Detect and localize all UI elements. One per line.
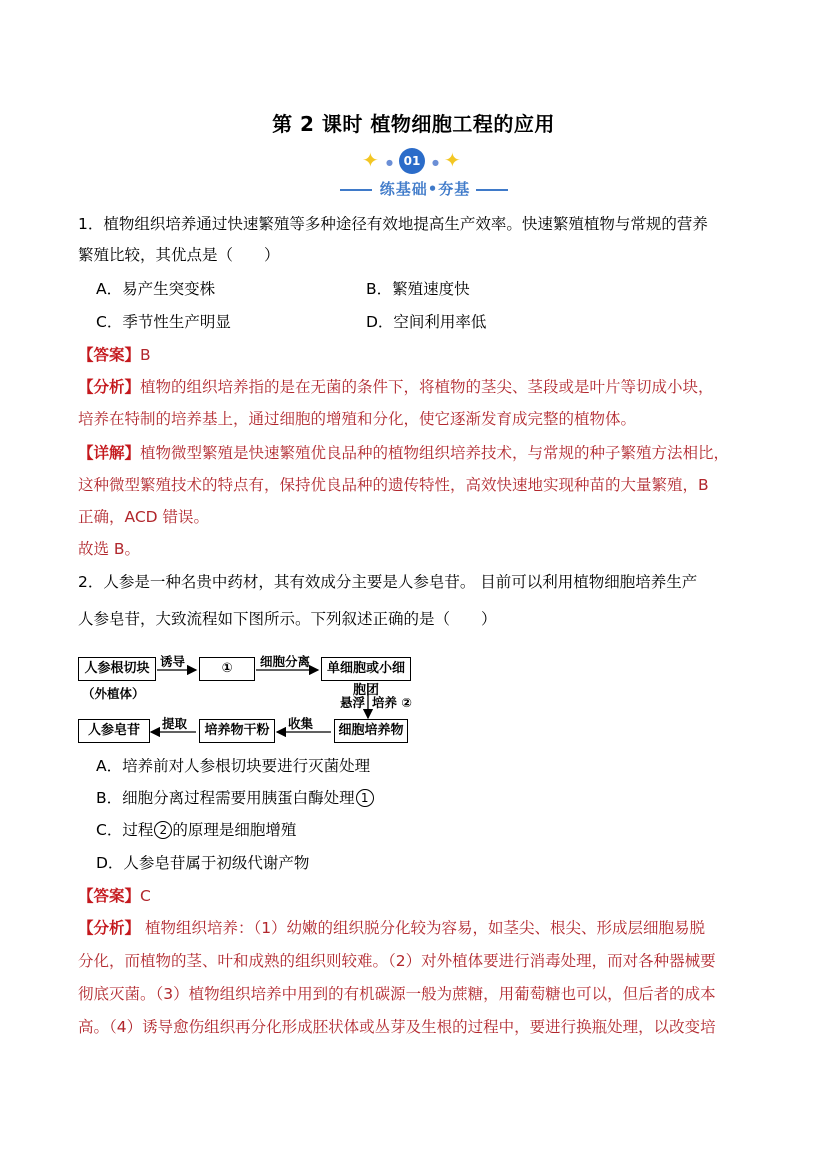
q1-stem-line: 繁殖比较，其优点是（ ） — [78, 246, 280, 264]
box-cells: 单细胞或小细胞团 — [321, 657, 411, 681]
circled-number: 2 — [154, 821, 172, 839]
option-b-text: B．细胞分离过程需要用胰蛋白酶处理 — [96, 789, 355, 807]
q2-analysis-line: 高。（4）诱导愈伤组织再分化形成胚状体或丛芽及生根的过程中，要进行换瓶处理，以改变培 — [78, 1018, 716, 1036]
q1-stem-line: 1．植物组织培养通过快速繁殖等多种途径有效地提高生产效率。快速繁殖植物与常规的营养 — [78, 215, 708, 233]
q1-detail — [78, 442, 729, 464]
box-root: 人参根切块 — [78, 657, 156, 681]
detail-tag: 【详解】 — [78, 444, 141, 462]
analysis-tag: 【分析】 — [78, 378, 141, 396]
detail-text: 植物微型繁殖是快速繁殖优良品种的植物组织培养技术，与常规的种子繁殖方法相比， — [140, 444, 730, 462]
q1-analysis-line: 培养在特制的培养基上，通过细胞的增殖和分化，使它逐渐发育成完整的植物体。 — [78, 410, 637, 428]
q2-analysis-line: 分化，而植物的茎、叶和成熟的组织则较难。（2）对外植体要进行消毒处理，而对各种器械要 — [78, 952, 716, 970]
q1-detail-line: 这种微型繁殖技术的特点有，保持优良品种的遗传特性，高效快速地实现种苗的大量繁殖，B — [78, 476, 709, 494]
q1-option-b: B．繁殖速度快 — [366, 280, 470, 298]
page-title: 第 2 课时 植物细胞工程的应用 — [272, 112, 555, 136]
analysis-tag: 【分析】 — [78, 919, 141, 937]
q1-option-c: C．季节性生产明显 — [96, 313, 231, 331]
q1-option-d: D．空间利用率低 — [366, 313, 487, 331]
q1-answer — [78, 344, 151, 366]
q2-option-d: D．人参皂苷属于初级代谢产物 — [96, 854, 310, 872]
banner-divider — [476, 189, 508, 191]
box-powder: 培养物干粉 — [199, 719, 275, 743]
answer-tag: 【答案】 — [78, 887, 141, 905]
section-label: 练基础•夯基 — [379, 180, 471, 198]
section-number: 01 — [399, 148, 425, 174]
q2-analysis — [78, 917, 705, 939]
q2-stem-line: 人参皂苷，大致流程如下图所示。下列叙述正确的是（ ） — [78, 610, 497, 628]
dot-icon: ● — [432, 158, 439, 167]
box-culture: 细胞培养物 — [334, 719, 408, 743]
analysis-text: 植物的组织培养指的是在无菌的条件下，将植物的茎尖、茎段或是叶片等切成小块， — [140, 378, 714, 396]
answer-value: B — [140, 346, 151, 364]
analysis-text: 植物组织培养：（1）幼嫩的组织脱分化较为容易，如茎尖、根尖、形成层细胞易脱 — [140, 919, 706, 937]
q1-analysis — [78, 376, 714, 398]
sparkle-icon: ✦ — [444, 148, 461, 172]
option-c-text: 的原理是细胞增殖 — [172, 821, 297, 839]
label-extract: 提取 — [162, 716, 188, 731]
q1-detail-line: 正确，ACD 错误。 — [78, 508, 210, 526]
q1-conclusion: 故选 B。 — [78, 540, 141, 558]
label-separate: 细胞分离 — [260, 654, 311, 669]
box-1: ① — [199, 657, 255, 681]
label-culture: 培养 ② — [372, 695, 412, 710]
option-c-text: C．过程 — [96, 821, 154, 839]
label-suspend: 悬浮 — [340, 695, 366, 710]
q2-analysis-line: 彻底灭菌。（3）植物组织培养中用到的有机碳源一般为蔗糖，用葡萄糖也可以，但后者的成本 — [78, 985, 716, 1003]
answer-value: C — [140, 887, 151, 905]
q2-option-b — [96, 787, 374, 809]
dot-icon: ● — [386, 158, 393, 167]
q2-answer — [78, 885, 151, 907]
box-saponin: 人参皂苷 — [78, 719, 150, 743]
flow-diagram — [78, 650, 413, 750]
q2-stem-line: 2．人参是一种名贵中药材，其有效成分主要是人参皂苷。 目前可以利用植物细胞培养生产 — [78, 573, 698, 591]
circled-number: 1 — [356, 789, 374, 807]
q2-option-a: A．培养前对人参根切块要进行灭菌处理 — [96, 757, 371, 775]
label-induce: 诱导 — [160, 654, 186, 669]
sparkle-icon: ✦ — [362, 148, 379, 172]
label-collect: 收集 — [288, 716, 314, 731]
q1-option-a: A．易产生突变株 — [96, 280, 216, 298]
section-banner — [340, 146, 510, 198]
answer-tag: 【答案】 — [78, 346, 141, 364]
label-explant: （外植体） — [82, 686, 145, 701]
q2-option-c — [96, 819, 296, 841]
